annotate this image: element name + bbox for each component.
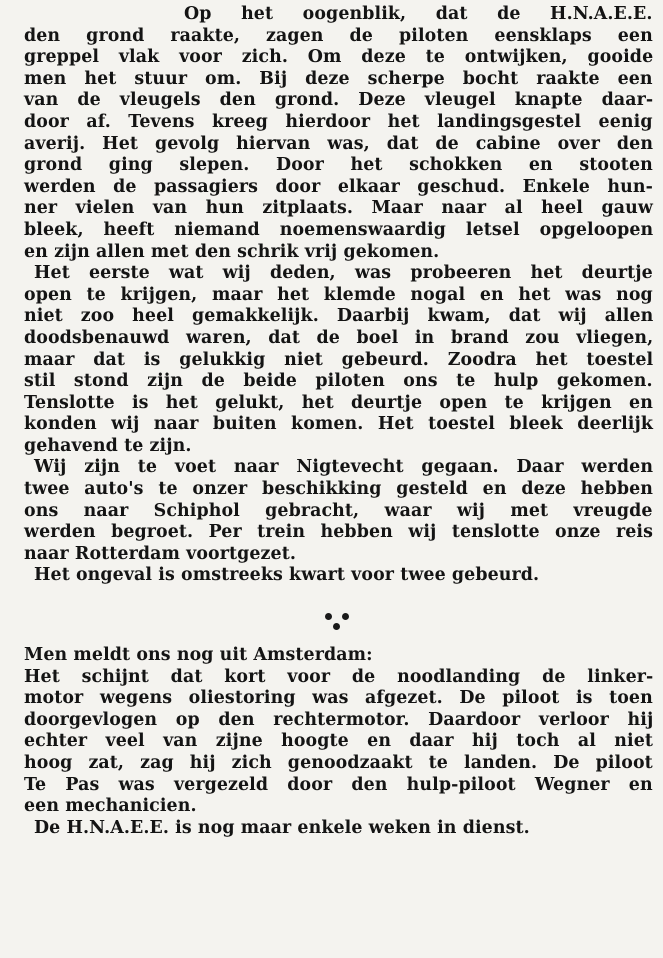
separator-dot [325, 613, 332, 620]
text-line: gehavend te zijn. [24, 435, 192, 456]
text-line: maar dat is gelukkig niet gebeurd. Zoodra het toestel [24, 349, 654, 370]
text-line: greppel vlak voor zich. Om deze te ontwijken, gooide [24, 47, 654, 68]
paragraph-3 [24, 457, 653, 565]
text-line: doorgevlogen op den rechtermotor. Daardoor verloor hij [24, 709, 654, 730]
text-line: werden begroet. Per trein hebben wij tenslotte onze reis [24, 522, 654, 543]
text-line: Wij zijn te voet naar Nigtevecht gegaan. Daar werden [34, 457, 654, 478]
text-line: Tenslotte is het gelukt, het deurtje open te krijgen en [24, 392, 653, 413]
text-line: naar Rotterdam voortgezet. [24, 543, 296, 564]
text-line: niet zoo heel gemakkelijk. Daarbij kwam, dat wij allen [24, 306, 654, 327]
separator-dot [342, 613, 349, 620]
text-line: bleek, heeft niemand noemenswaardig letsel opgeloopen [24, 219, 654, 240]
text-line: ner vielen van hun zitplaats. Maar naar al heel gauw [24, 198, 653, 219]
text-line: motor wegens oliestoring was afgezet. De piloot is toen [24, 688, 653, 709]
text-line: men het stuur om. Bij deze scherpe bocht raakte een [24, 68, 653, 89]
dateline-paragraph [24, 645, 653, 667]
paragraph-2 [24, 263, 653, 457]
text-line: Men meldt ons nog uit Amsterdam: [24, 645, 373, 666]
text-line: Het ongeval is omstreeks kwart voor twee gebeurd. [34, 565, 540, 586]
text-line: Op het oogenblik, dat de H.N.A.E.E. [184, 4, 653, 24]
text-line: open te krijgen, maar het klemde nogal en het was nog [24, 284, 653, 305]
paragraph-4 [24, 565, 653, 587]
text-line: grond ging slepen. Door het schokken en stooten [24, 155, 653, 176]
text-line: doodsbenauwd waren, dat de boel in brand zou vliegen, [24, 327, 654, 348]
paragraph-6 [24, 818, 653, 840]
text-line: den grond raakte, zagen de piloten eensklaps een [24, 25, 653, 46]
text-line: een mechanicien. [24, 796, 197, 817]
separator-dot [333, 623, 340, 630]
text-line: Het eerste wat wij deden, was probeeren het deurtje [34, 263, 653, 284]
text-line: echter veel van zijne hoogte en daar hij toch al niet [24, 731, 654, 752]
text-line: werden de passagiers door elkaar geschud. Enkele hun- [24, 176, 653, 197]
text-line: ons naar Schiphol gebracht, waar wij met vreugde [24, 500, 653, 521]
text-line: stil stond zijn de beide piloten ons te hulp gekomen. [24, 371, 653, 392]
text-line: door af. Tevens kreeg hierdoor het landingsgestel eenig [24, 111, 653, 132]
text-line: van de vleugels den grond. Deze vleugel knapte daar- [24, 90, 654, 111]
paragraph-1 [24, 4, 653, 263]
text-line: konden wij naar buiten komen. Het toestel bleek deerlijk [24, 414, 654, 435]
text-line: en zijn allen met den schrik vrij gekomen. [24, 241, 440, 262]
text-line: hoog zat, zag hij zich genoodzaakt te landen. De piloot [24, 753, 653, 773]
text-line: De H.N.A.E.E. is nog maar enkele weken in dienst. [34, 817, 530, 838]
text-line: Het schijnt dat kort voor de noodlanding de linker- [24, 666, 654, 687]
asterism-separator [24, 587, 653, 645]
text-line: averij. Het gevolg hiervan was, dat de cabine over den [24, 133, 654, 154]
text-line: twee auto's te onzer beschikking gesteld en deze hebben [24, 479, 654, 500]
paragraph-5 [24, 667, 653, 818]
text-line: Te Pas was vergezeld door den hulp-piloot Wegner en [24, 774, 653, 795]
